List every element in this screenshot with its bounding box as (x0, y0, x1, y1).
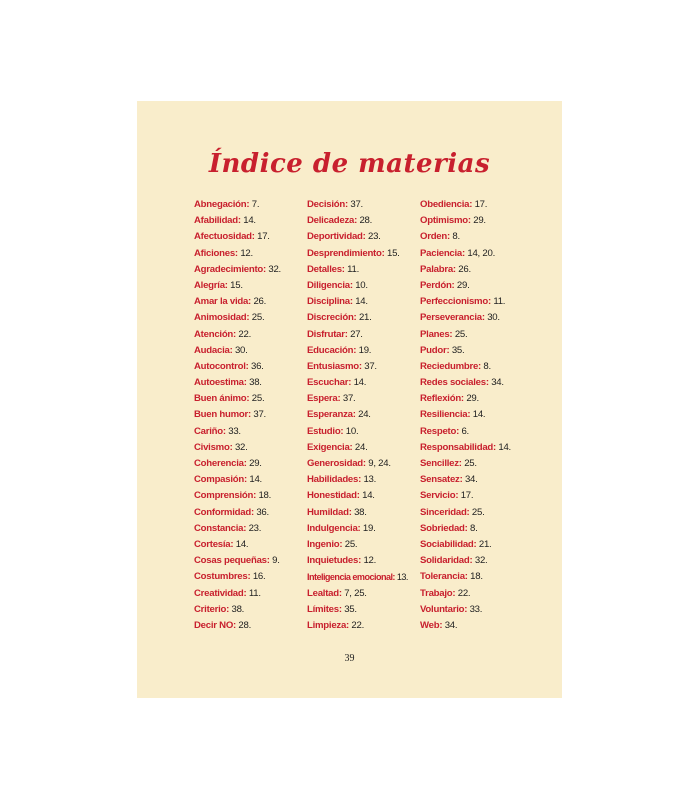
index-term: Generosidad: (307, 458, 366, 469)
index-entry (420, 586, 545, 602)
index-page-number: 25. (251, 393, 265, 405)
page-title: Índice de materias (208, 149, 491, 179)
page-number: 39 (344, 653, 355, 664)
index-entry (307, 553, 422, 569)
index-page-number: 22. (238, 328, 252, 340)
index-page-number: 22. (351, 619, 365, 631)
index-entry (194, 229, 304, 245)
index-page-number: 11. (248, 587, 261, 599)
index-term: Reciedumbre: (420, 360, 481, 372)
index-term: Desprendimiento: (307, 247, 385, 259)
index-term: Optimismo: (420, 215, 471, 227)
index-page-number: 37. (364, 360, 377, 372)
index-page-number: 14. (243, 215, 256, 227)
index-page-number: 18. (258, 490, 272, 502)
index-entry (307, 586, 422, 602)
index-page-number: 25. (464, 458, 477, 469)
index-entry (420, 262, 545, 278)
index-page-number: 25. (344, 538, 358, 550)
index-page-number: 32. (474, 555, 488, 567)
index-page-number: 25. (471, 506, 485, 518)
index-entry (307, 294, 422, 310)
index-entry (420, 505, 545, 521)
index-entry (194, 424, 304, 440)
index-entry (307, 359, 422, 375)
index-entry (194, 197, 304, 213)
index-term: Humildad: (307, 506, 352, 518)
index-entry (194, 278, 304, 294)
index-page-number: 8. (452, 231, 460, 243)
index-entry (307, 246, 422, 262)
index-term: Inquietudes: (307, 555, 362, 567)
index-term: Disfrutar: (307, 328, 348, 340)
index-term: Delicadeza: (307, 215, 358, 227)
index-term: Criterio: (194, 603, 230, 615)
index-term: Decisión: (307, 199, 348, 210)
index-page-number: 15. (386, 247, 400, 259)
index-column-3 (420, 197, 545, 634)
index-term: Escuchar: (307, 377, 352, 389)
index-entry (194, 294, 304, 310)
index-entry (194, 537, 304, 553)
index-term: Agradecimiento: (194, 263, 266, 275)
index-entry (420, 488, 545, 504)
index-entry (420, 391, 545, 407)
index-page-number: 8. (483, 360, 491, 372)
index-entry (420, 343, 545, 359)
index-page-number: 18. (470, 571, 483, 583)
index-entry (194, 569, 304, 585)
index-entry (420, 229, 545, 245)
index-page-number: 24. (358, 409, 371, 421)
index-entry (307, 569, 422, 585)
index-term: Esperanza: (307, 409, 356, 421)
index-term: Limpieza: (307, 619, 349, 631)
index-entry (194, 553, 304, 569)
index-entry (194, 456, 304, 472)
index-page-number: 23. (248, 522, 262, 534)
index-entry (194, 602, 304, 618)
index-page-number: 34. (464, 474, 478, 486)
index-column-1 (194, 197, 304, 634)
index-page-number: 14. (355, 296, 368, 308)
index-entry (307, 537, 422, 553)
index-entry (420, 359, 545, 375)
index-page-number: 14. (249, 474, 262, 486)
index-entry (420, 618, 545, 634)
index-term: Cariño: (194, 425, 226, 437)
index-page-number: 33. (228, 425, 241, 437)
index-page-number: 38. (249, 377, 262, 389)
index-page-number: 35. (451, 344, 465, 356)
index-page-number: 6. (461, 425, 469, 437)
index-entry (420, 310, 545, 326)
index-page-number: 30. (234, 344, 248, 356)
index-term: Autocontrol: (194, 360, 249, 372)
index-term: Indulgencia: (307, 522, 361, 534)
index-term: Amar la vida: (194, 296, 252, 308)
index-term: Ingenio: (307, 538, 343, 550)
index-entry (307, 391, 422, 407)
index-entry (307, 488, 422, 504)
index-entry (420, 327, 545, 343)
index-entry (194, 505, 304, 521)
index-entry (307, 229, 422, 245)
index-entry (307, 440, 422, 456)
index-entry (194, 391, 304, 407)
index-term: Pudor: (420, 344, 450, 356)
index-page-number: 36. (250, 360, 264, 372)
index-term: Respeto: (420, 425, 460, 437)
index-entry (420, 602, 545, 618)
index-page-number: 25. (454, 328, 468, 340)
index-term: Detalles: (307, 263, 345, 275)
index-page-number: 21. (478, 538, 492, 550)
index-entry (307, 375, 422, 391)
index-entry (420, 294, 545, 310)
index-page-number: 32. (234, 441, 248, 453)
index-entry (194, 521, 304, 537)
index-term: Tolerancia: (420, 571, 468, 583)
index-term: Conformidad: (194, 506, 254, 518)
index-page-number: 36. (256, 506, 269, 518)
index-entry (307, 407, 422, 423)
index-term: Civismo: (194, 441, 233, 453)
index-page-number: 27. (350, 328, 363, 340)
index-term: Educación: (307, 344, 357, 356)
index-entry (420, 472, 545, 488)
index-page-number: 19. (358, 344, 372, 356)
index-term: Creatividad: (194, 587, 247, 599)
index-page-number: 10. (355, 279, 368, 291)
index-page-number: 30. (487, 312, 500, 324)
index-term: Espera: (307, 393, 341, 405)
index-term: Sinceridad: (420, 506, 470, 518)
index-entry (194, 586, 304, 602)
index-term: Lealtad: (307, 587, 342, 599)
index-entry (194, 213, 304, 229)
index-page-number: 37. (350, 199, 363, 210)
index-term: Cosas pequeñas: (194, 555, 270, 567)
index-page-number: 28. (359, 215, 373, 227)
index-term: Animosidad: (194, 312, 250, 324)
index-term: Diligencia: (307, 279, 353, 291)
index-term: Resiliencia: (420, 409, 471, 421)
index-term: Inteligencia emocional: (307, 572, 395, 583)
index-term: Sencillez: (420, 458, 462, 469)
index-term: Responsabilidad: (420, 441, 496, 453)
index-page-number: 34. (444, 619, 458, 631)
index-entry (420, 521, 545, 537)
index-entry (420, 407, 545, 423)
index-entry (194, 310, 304, 326)
index-entry (307, 343, 422, 359)
index-term: Trabajo: (420, 587, 456, 599)
index-term: Abnegación: (194, 199, 250, 210)
index-entry (194, 262, 304, 278)
index-entry (420, 213, 545, 229)
index-page-number: 14. (362, 490, 375, 502)
index-page-number: 9, 24. (368, 458, 391, 469)
index-page-number: 37. (253, 409, 266, 421)
index-page-number: 12. (363, 555, 377, 567)
index-term: Habilidades: (307, 474, 362, 486)
index-term: Discreción: (307, 312, 357, 324)
index-page-number: 24. (354, 441, 368, 453)
index-entry (307, 521, 422, 537)
index-term: Buen ánimo: (194, 393, 250, 405)
index-page-number: 13. (396, 572, 408, 583)
index-entry (420, 278, 545, 294)
index-entry (307, 213, 422, 229)
index-entry (194, 375, 304, 391)
index-term: Disciplina: (307, 296, 353, 308)
index-term: Servicio: (420, 490, 459, 502)
index-entry (420, 375, 545, 391)
index-term: Costumbres: (194, 571, 251, 583)
index-term: Autoestima: (194, 377, 247, 389)
index-page-number: 11. (347, 263, 360, 275)
index-entry (194, 472, 304, 488)
index-term: Solidaridad: (420, 555, 473, 567)
index-term: Sobriedad: (420, 522, 468, 534)
index-term: Constancia: (194, 522, 247, 534)
index-term: Voluntario: (420, 603, 468, 615)
index-page-number: 26. (253, 296, 267, 308)
index-term: Exigencia: (307, 441, 353, 453)
index-entry (307, 310, 422, 326)
index-page-number: 23. (368, 231, 381, 243)
index-term: Deportividad: (307, 231, 366, 243)
index-page-number: 37. (342, 393, 356, 405)
index-term: Entusiasmo: (307, 360, 362, 372)
index-page-number: 14, 20. (467, 247, 495, 259)
index-page-number: 19. (362, 522, 376, 534)
index-page-number: 14. (235, 538, 249, 550)
index-page-number: 35. (344, 603, 357, 615)
index-page-number: 11. (493, 296, 506, 308)
index-term: Atención: (194, 328, 236, 340)
index-entry (194, 246, 304, 262)
index-page-number: 29. (249, 458, 262, 469)
index-entry (307, 456, 422, 472)
index-page-number: 15. (230, 279, 243, 291)
index-term: Comprensión: (194, 490, 257, 502)
index-entry (307, 262, 422, 278)
index-term: Afabilidad: (194, 215, 241, 227)
index-term: Paciencia: (420, 247, 465, 259)
index-term: Sensatez: (420, 474, 463, 486)
index-term: Reflexión: (420, 393, 464, 405)
index-term: Estudio: (307, 425, 344, 437)
book-page (137, 101, 562, 698)
index-term: Coherencia: (194, 458, 247, 469)
index-entry (194, 488, 304, 504)
index-page-number: 10. (345, 425, 359, 437)
index-entry (420, 246, 545, 262)
index-page-number: 13. (363, 474, 377, 486)
index-entry (420, 569, 545, 585)
index-term: Perfeccionismo: (420, 296, 491, 308)
index-page-number: 33. (469, 603, 483, 615)
index-page-number: 7, 25. (344, 587, 367, 599)
index-term: Cortesía: (194, 538, 234, 550)
index-term: Redes sociales: (420, 377, 489, 389)
index-entry (194, 407, 304, 423)
index-entry (420, 537, 545, 553)
index-entry (194, 618, 304, 634)
index-page-number: 8. (470, 522, 478, 534)
index-entry (307, 197, 422, 213)
index-term: Perseverancia: (420, 312, 485, 324)
index-entry (307, 278, 422, 294)
index-page-number: 14. (472, 409, 486, 421)
index-term: Honestidad: (307, 490, 360, 502)
index-term: Perdón: (420, 279, 455, 291)
index-entry (307, 327, 422, 343)
index-page-number: 25. (251, 312, 265, 324)
index-entry (420, 424, 545, 440)
index-entry (307, 424, 422, 440)
index-term: Orden: (420, 231, 450, 243)
index-page-number: 29. (466, 393, 479, 405)
index-page-number: 17. (474, 199, 488, 210)
index-term: Decir NO: (194, 619, 236, 631)
index-page-number: 14. (353, 377, 367, 389)
index-entry (420, 440, 545, 456)
index-term: Sociabilidad: (420, 538, 477, 550)
index-entry (307, 602, 422, 618)
index-entry (420, 456, 545, 472)
index-page-number: 34. (491, 377, 504, 389)
index-term: Alegría: (194, 279, 228, 291)
index-term: Obediencia: (420, 199, 473, 210)
index-page-number: 16. (252, 571, 266, 583)
index-entry (307, 472, 422, 488)
index-entry (307, 505, 422, 521)
index-page-number: 38. (354, 506, 367, 518)
index-term: Palabra: (420, 263, 456, 275)
index-term: Compasión: (194, 474, 247, 486)
index-entry (307, 618, 422, 634)
index-column-2 (307, 197, 422, 634)
index-page-number: 38. (231, 603, 245, 615)
index-entry (194, 327, 304, 343)
index-term: Aficiones: (194, 247, 238, 259)
index-term: Web: (420, 619, 443, 631)
index-term: Planes: (420, 328, 453, 340)
index-page-number: 32. (268, 263, 281, 275)
index-page-number: 17. (257, 231, 270, 243)
index-page-number: 29. (473, 215, 486, 227)
index-page-number: 21. (358, 312, 372, 324)
index-page-number: 22. (457, 587, 471, 599)
index-page-number: 28. (238, 619, 252, 631)
index-entry (194, 343, 304, 359)
index-page-number: 17. (460, 490, 474, 502)
index-term: Afectuosidad: (194, 231, 255, 243)
index-entry (194, 359, 304, 375)
index-page-number: 29. (456, 279, 470, 291)
index-page-number: 7. (251, 199, 260, 210)
index-entry (420, 553, 545, 569)
index-page-number: 12. (240, 247, 253, 259)
index-entry (194, 440, 304, 456)
index-page-number: 9. (272, 555, 280, 567)
index-entry (420, 197, 545, 213)
index-page-number: 26. (458, 263, 471, 275)
index-term: Buen humor: (194, 409, 251, 421)
index-term: Audacia: (194, 344, 233, 356)
index-page-number: 14. (498, 441, 511, 453)
index-term: Límites: (307, 603, 342, 615)
